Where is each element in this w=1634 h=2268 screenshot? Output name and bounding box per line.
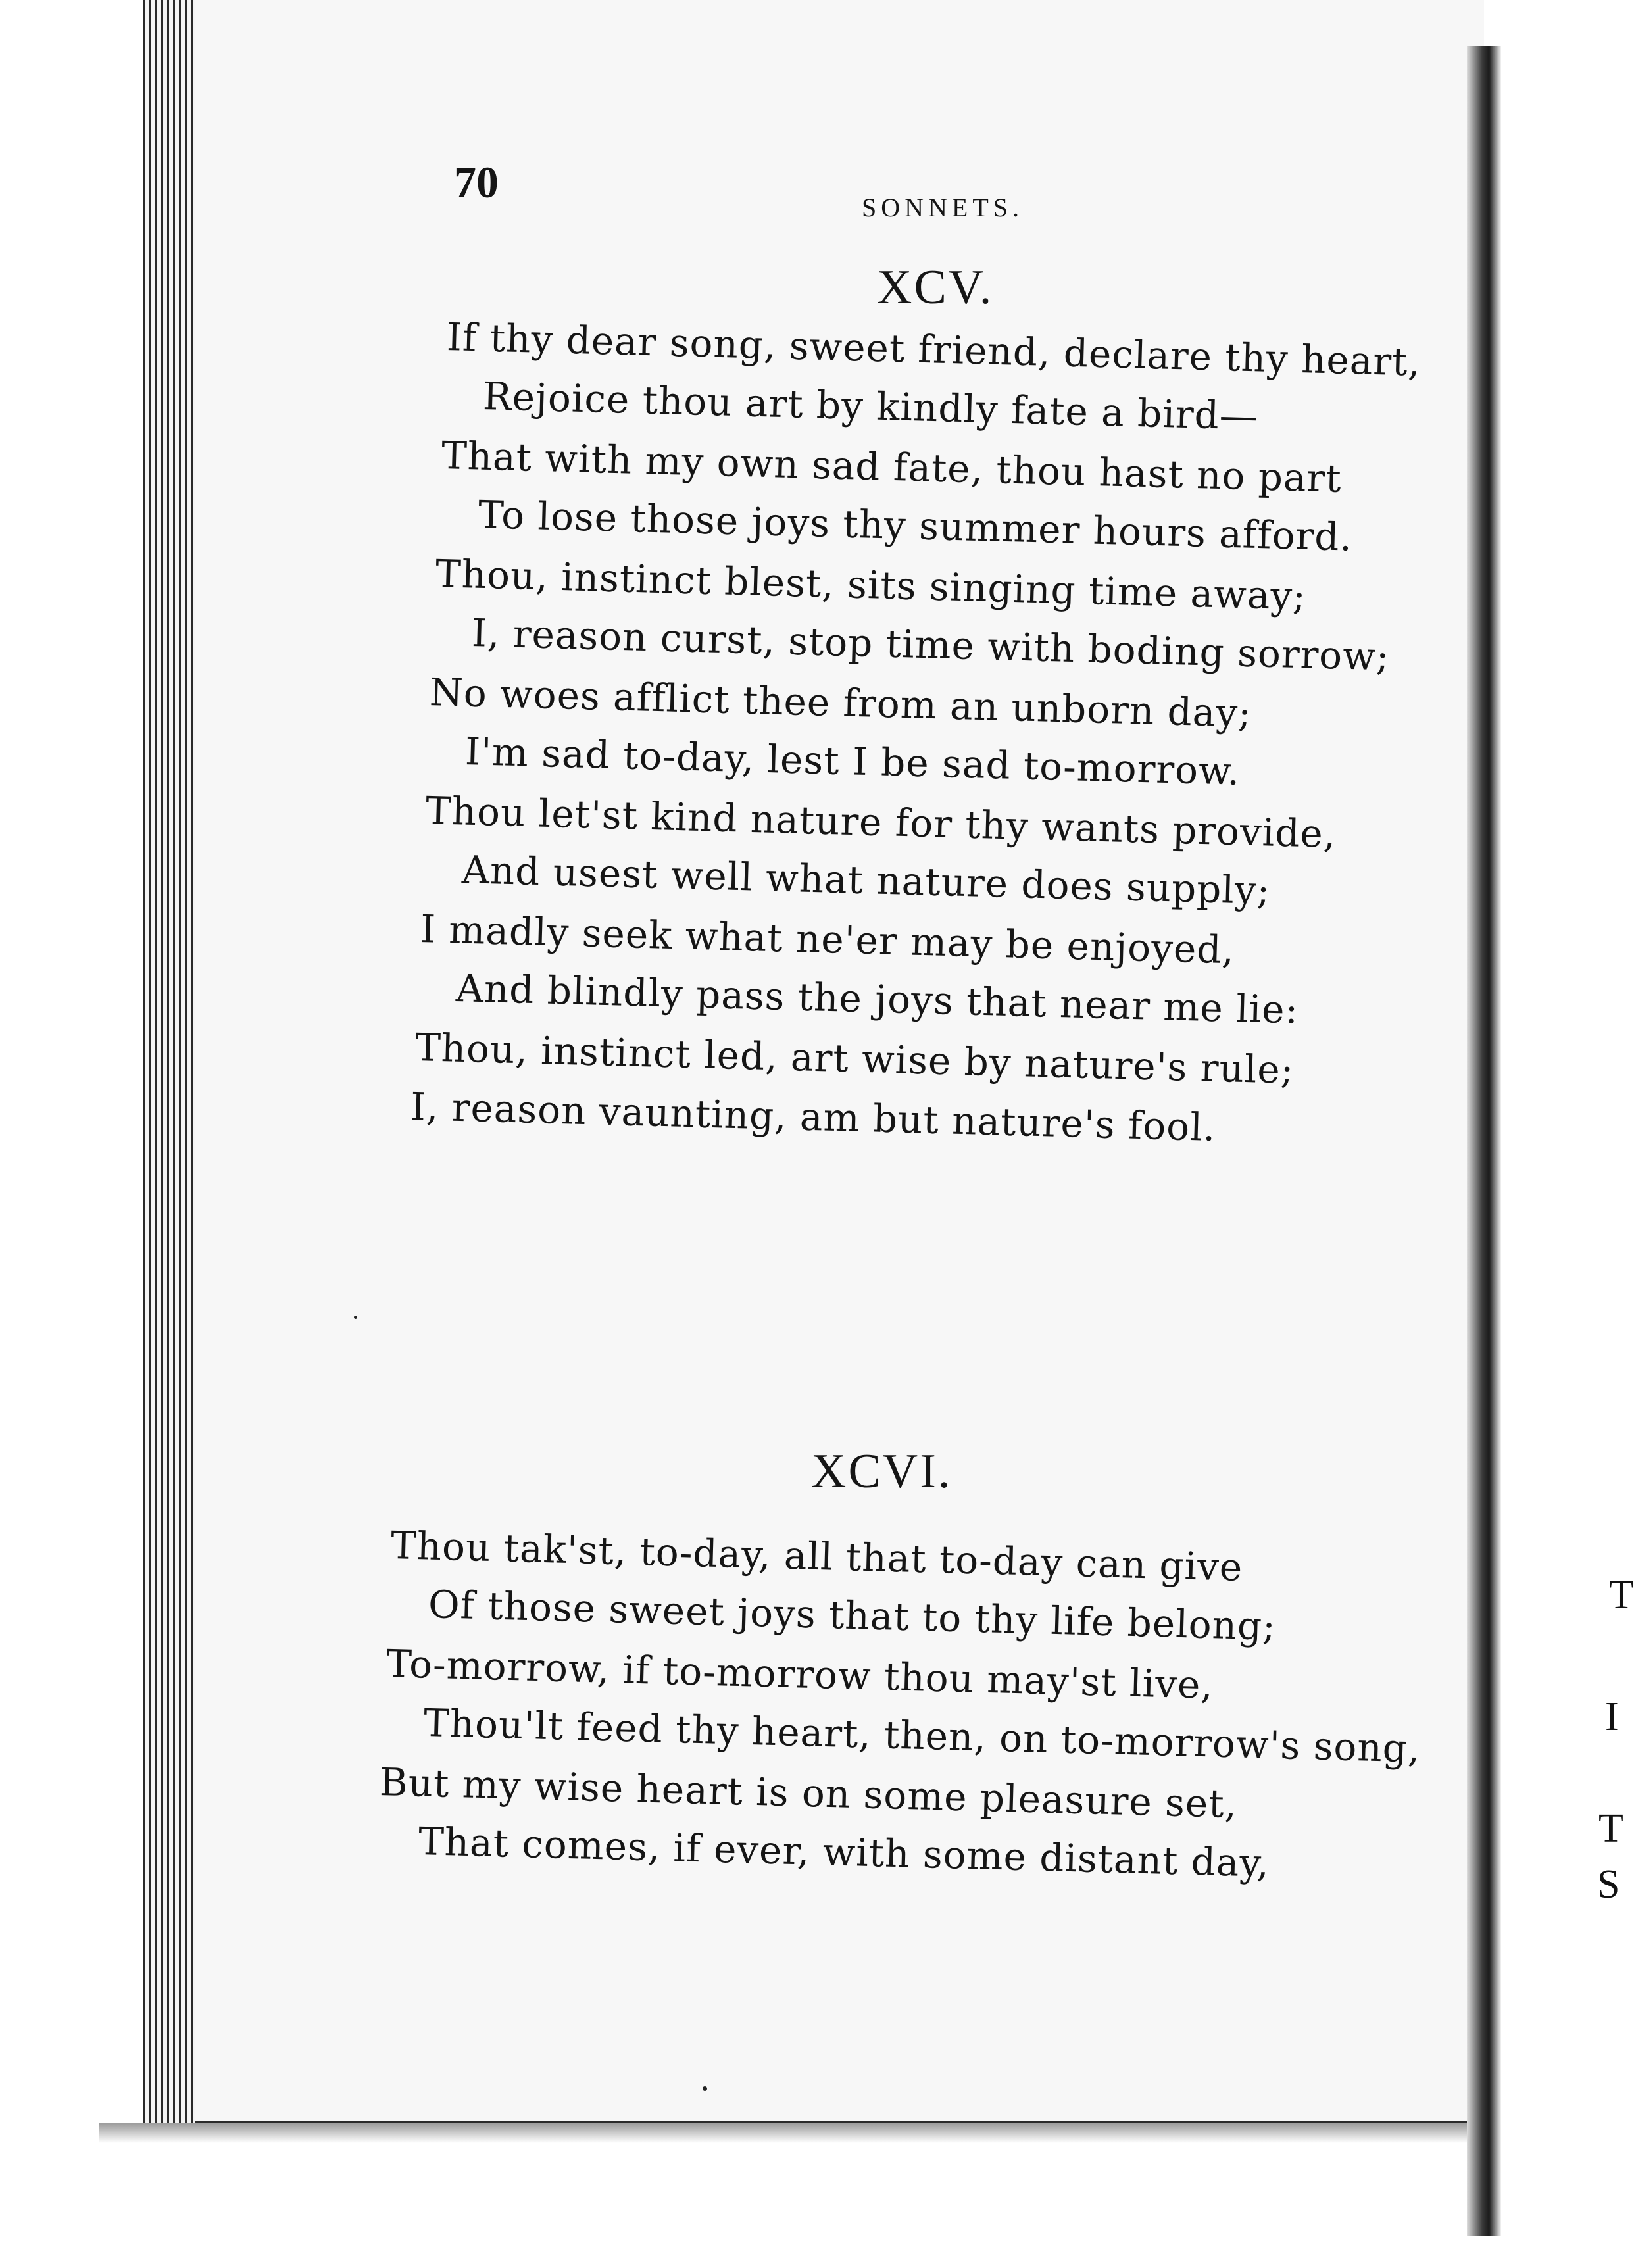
poem-line: That comes, if ever, with some distant day, [418,1819,1270,1886]
poem-line: And blindly pass the joys that near me lie: [455,966,1299,1033]
facing-page [1501,39,1621,2268]
facing-page-letter: S [1597,1862,1620,1907]
poem-line: To-morrow, if to-morrow thou may'st live, [385,1641,1214,1708]
page-number: 70 [454,157,499,207]
poem-line: I, reason vaunting, am but nature's fool. [410,1084,1217,1150]
facing-page-letter: T [1609,1573,1634,1617]
poem-line: I madly seek what ne'er may be enjoyed, [420,906,1235,973]
running-head: SONNETS. [862,193,1024,222]
poem-line: That with my own sad fate, thou hast no part [441,433,1343,501]
sonnet-title: XCV. [877,260,994,314]
poem-line: Of those sweet joys that to thy life belong; [428,1582,1277,1649]
poem-line: No woes afflict thee from an unborn day; [429,670,1252,736]
poem-line: If thy dear song, sweet friend, declare thy heart, [446,314,1422,385]
print-speck [354,1316,357,1319]
facing-page-letter: T [1598,1806,1623,1851]
poem-line: But my wise heart is on some pleasure set, [379,1760,1238,1827]
poem-line: Thou tak'st, to-day, all that to-day can give [390,1523,1244,1590]
poem-line: Thou'lt feed thy heart, then, on to-morrow's song, [423,1700,1422,1771]
facing-page-letter: I [1605,1694,1619,1739]
poem-line: And usest well what nature does supply; [461,847,1272,914]
page-bottom-shadow [99,2123,1484,2143]
poem-line: Thou let'st kind nature for thy wants provide, [425,788,1337,857]
poem-line: To lose those joys thy summer hours afford. [478,492,1353,560]
poem-line: Thou, instinct led, art wise by nature's rule; [414,1025,1295,1093]
poem-line: Rejoice thou art by kindly fate a bird— [482,374,1259,439]
poem-line: I'm sad to-day, lest I be sad to-morrow. [464,729,1241,794]
poem-line: I, reason curst, stop time with boding sorrow; [471,610,1391,679]
poem-line: Thou, instinct blest, sits singing time away; [435,551,1307,619]
book-gutter [1467,46,1501,2236]
sonnet-title: XCVI. [811,1444,953,1498]
print-speck [703,2086,707,2091]
book-page-edges [143,0,196,2138]
